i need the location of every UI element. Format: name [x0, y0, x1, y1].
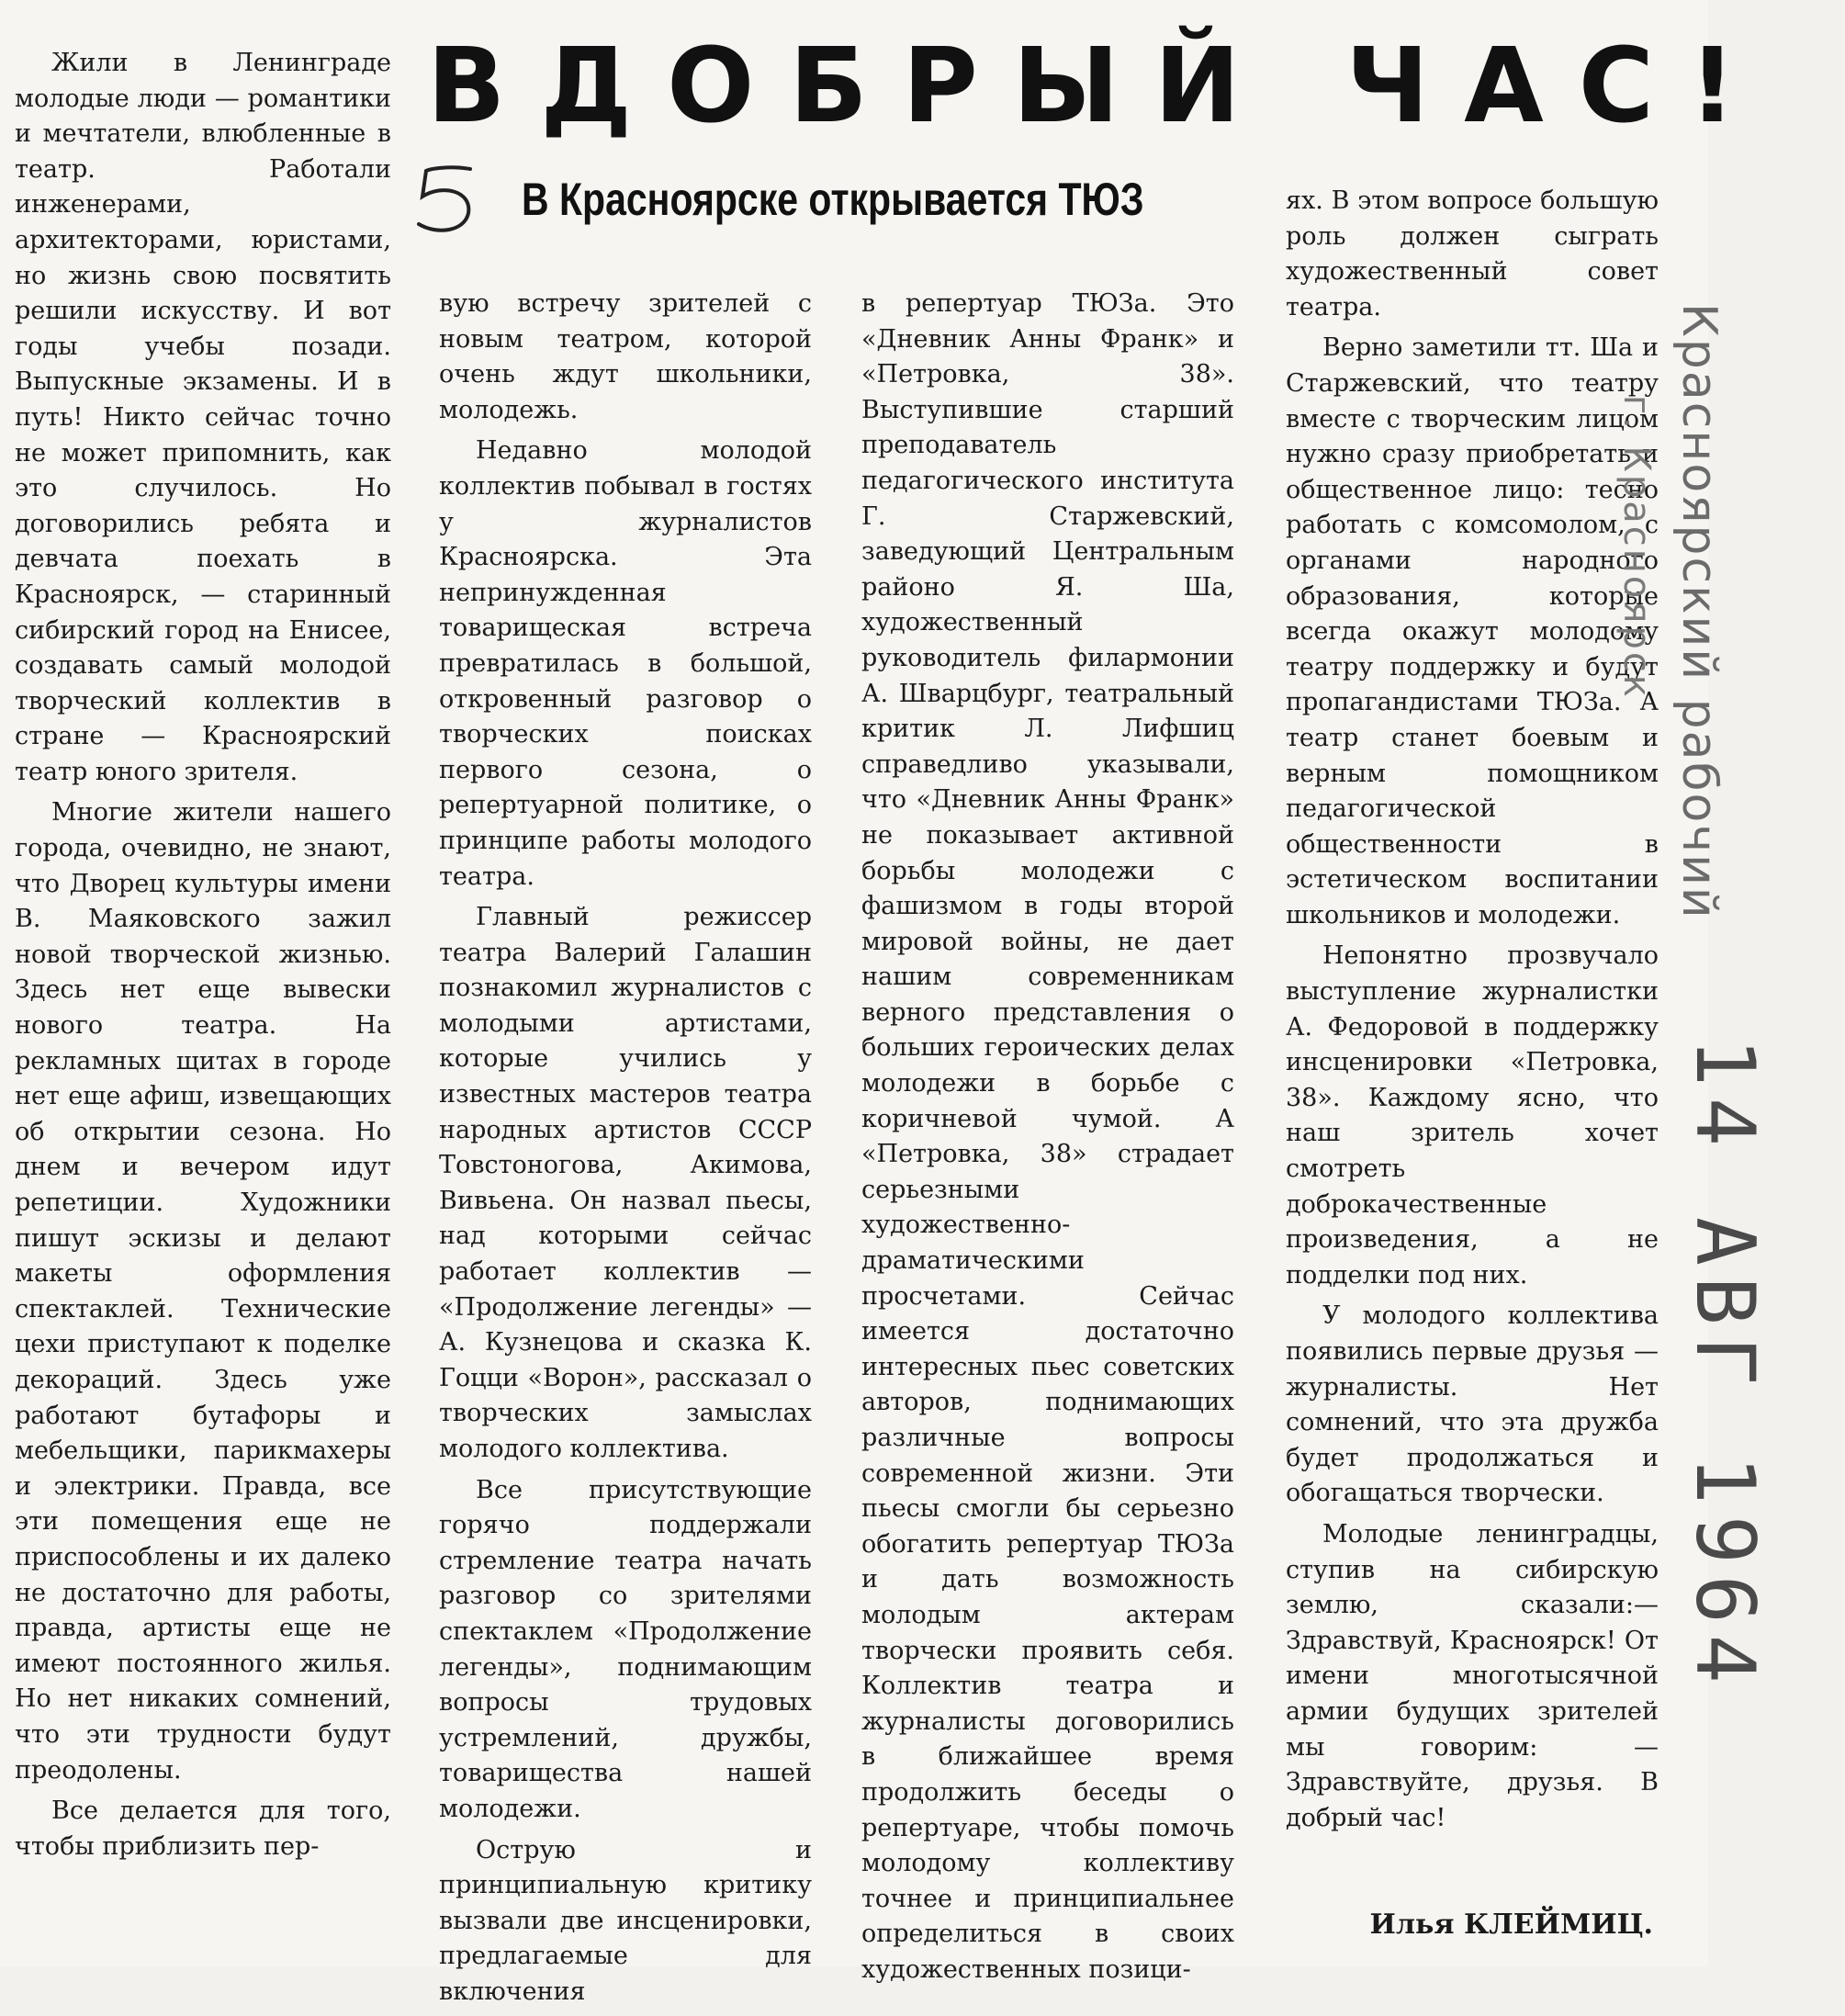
paragraph: Жили в Ленинграде молодые люди — романтики и мечтатели, влюбленные в театр. Работали инженерами, архитекторами, юристами, но жизнь свою посвятить решили искусству. И вот годы учебы позади. Выпускные экзамены. И в путь! Никто сейчас точно не может припомнить, как это случилось. Но договорились ребята и девчата поехать в Красноярск, — старинный сибирский город на Енисее, создавать самый молодой творческий коллектив в стране — Красноярский театр юного зрителя. — [15, 49, 391, 786]
article-column-4 — [1286, 184, 1659, 1841]
paragraph: Молодые ленинградцы, ступив на сибирскую землю, сказали:— Здравствуй, Красноярск! От имени многотысячной армии будущих зрителей мы говорим: — Здравствуйте, друзья. В добрый час! — [1286, 1519, 1659, 1832]
stamp-date: 14 АВГ 1964 — [1678, 1038, 1772, 1695]
paragraph: в репертуар ТЮЗа. Это «Дневник Анны Франк» и «Петровка, 38». Выступившие старший преподаватель педагогического института Г. Старжевский, заведующий Центральным районо Я. Ша, художественный руководитель филармонии А. Шварцбург, театральный критик Л. Лифшиц справедливо указывали, что «Дневник Анны Франк» не показывает активной борьбы молодежи с фашизмом в годы второй мировой войны, не дает нашим современникам верного представления о больших героических делах молодежи в борьбе с коричневой чумой. А «Петровка, 38» страдает серьезными художественно-драматическими просчетами. Сейчас имеется достаточно интересных пьес советских авторов, поднимающих различные вопросы современной жизни. Эти пьесы смогли бы серьезно обогатить репертуар ТЮЗа и дать возможность молодым актерам творчески проявить себя. Коллектив театра и журналисты договорились в ближайшее время продолжить беседы о репертуаре, чтобы помочь молодому коллективу точнее и принципиальнее определиться в своих художественных позици- — [861, 289, 1234, 1984]
paragraph: вую встречу зрителей с новым театром, которой очень ждут школьники, молодежь. — [439, 289, 812, 424]
paragraph: Верно заметили тт. Ша и Старжевский, что театру вместе с творческим лицом нужно сразу приобретать и общественное лицо: тесно работать с комсомолом, с органами народного образования, которые всегда окажут молодому театру поддержку и будут пропагандистами ТЮЗа. А театр станет боевым и верным помощником педагогической общественности в эстетическом воспитании школьников и молодежи. — [1286, 333, 1659, 929]
paragraph: Все делается для того, чтобы приблизить пер- — [15, 1796, 391, 1861]
paragraph: Многие жители нашего города, очевидно, не знают, что Дворец культуры имени В. Маяковского зажил новой творческой жизнью. Здесь нет еще вывески нового театра. На рекламных щитах в городе нет еще афиш, извещающих об открытии сезона. Но днем и вечером идут репетиции. Художники пишут эскизы и делают макеты оформления спектаклей. Технические цехи приступают к поделке декораций. Здесь уже работают бутафоры и мебельщики, парикмахеры и электрики. Правда, все эти помещения еще не приспособлены и их далеко не достаточно для работы, правда, артисты еще не имеют постоянного жилья. Но нет никаких сомнений, что эти трудности будут преодолены. — [15, 798, 391, 1785]
article-column-2 — [439, 287, 812, 2016]
subheadline: В Красноярске открывается ТЮЗ — [522, 174, 1144, 225]
paragraph: ях. В этом вопросе большую роль должен сыграть художественный совет театра. — [1286, 186, 1659, 321]
paragraph: Непонятно прозвучало выступление журналистки А. Федоровой в поддержку инсценировки «Петровка, 38». Каждому ясно, что наш зритель хочет смотреть доброкачественные произведения, а не подделки под них. — [1286, 941, 1659, 1290]
handwritten-mark-icon — [415, 163, 484, 237]
paragraph: Недавно молодой коллектив побывал в гостях у журналистов Красноярска. Эта непринужденная товарищеская встреча превратилась в большой, откровенный разговор о творческих поисках первого сезона, о репертуарной политике, о принципе работы молодого театра. — [439, 436, 812, 891]
paragraph: Острую и принципиальную критику вызвали две инсценировки, предлагаемые для включения — [439, 1835, 812, 2006]
author-signature: Илья КЛЕЙМИЦ. — [1369, 1909, 1653, 1941]
paragraph: Все присутствующие горячо поддержали стремление театра начать разговор со зрителями спектаклем «Продолжение легенды», поднимающим вопросы трудовых устремлений, дружбы, товарищества нашей молодежи. — [439, 1475, 812, 1823]
stamp-source: Красноярский рабочий — [1671, 303, 1727, 920]
stamp-city: г. Красноярск — [1615, 395, 1658, 700]
headline: ВДОБРЫЙ ЧАС! — [427, 27, 1772, 146]
paragraph: У молодого коллектива появились первые друзья — журналисты. Нет сомнений, что эта дружба будет продолжаться и обогащаться творчески. — [1286, 1301, 1659, 1508]
article-column-1 — [15, 46, 391, 1870]
article-column-3 — [861, 287, 1234, 1994]
paragraph: Главный режиссер театра Валерий Галашин познакомил журналистов с молодыми артистами, которые учились у известных мастеров театра народных артистов СССР Товстоногова, Акимова, Вивьена. Он назвал пьесы, над которыми сейчас работает коллектив — «Продолжение легенды» — А. Кузнецова и сказка К. Гоцци «Ворон», рассказал о творческих замыслах молодого коллектива. — [439, 903, 812, 1463]
